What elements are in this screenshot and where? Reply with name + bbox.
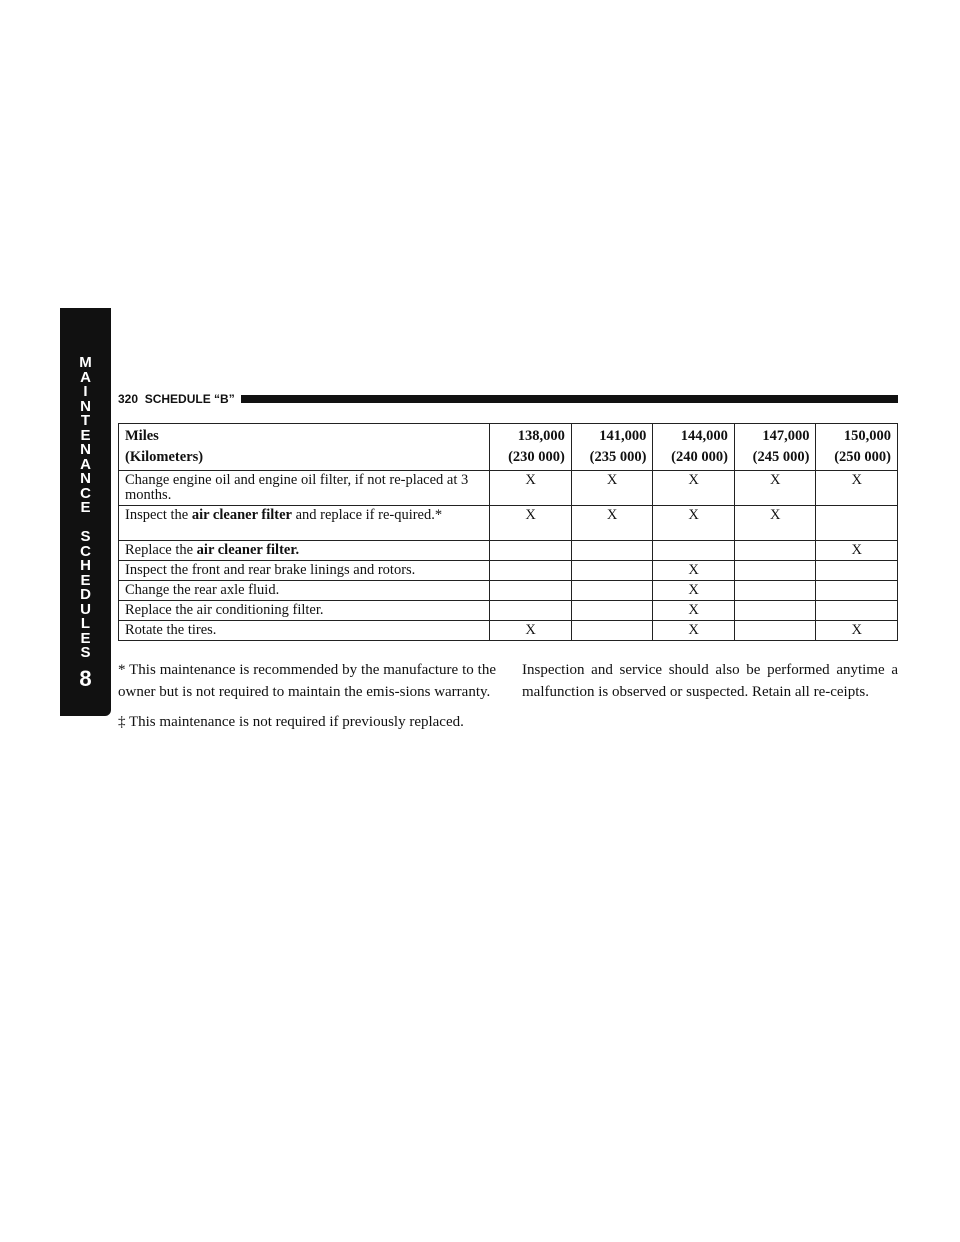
maintenance-item [119, 621, 490, 641]
page-number: 320 [118, 392, 139, 406]
table-row [119, 581, 898, 601]
schedule-mark [816, 581, 898, 601]
schedule-mark: X [653, 581, 735, 601]
table-body [119, 471, 898, 641]
interval-column-header [490, 424, 572, 471]
table-row [119, 541, 898, 561]
schedule-mark: X [490, 471, 572, 506]
schedule-mark [571, 581, 653, 601]
table-row [119, 621, 898, 641]
inspection-note-block [522, 660, 898, 703]
schedule-mark: X [816, 471, 898, 506]
maintenance-item [119, 506, 490, 541]
section-tab-letter: S [80, 644, 91, 661]
interval-km: (230 000) [508, 449, 565, 465]
schedule-mark [734, 601, 816, 621]
schedule-mark [490, 601, 572, 621]
interval-miles: 138,000 [517, 428, 565, 444]
footnotes [118, 660, 496, 743]
section-tab-letter: E [80, 629, 91, 647]
schedule-mark [816, 601, 898, 621]
table-row [119, 471, 898, 506]
interval-km: (250 000) [834, 449, 891, 465]
table-row [119, 506, 898, 541]
schedule-mark [490, 581, 572, 601]
schedule-mark [734, 561, 816, 581]
maintenance-item [119, 581, 490, 601]
section-tab-letter: N [80, 397, 91, 415]
maintenance-item-text: Inspect the [125, 507, 192, 523]
section-tab-letter: C [80, 542, 91, 560]
maintenance-item [119, 601, 490, 621]
schedule-mark [816, 506, 898, 541]
section-tab-label [60, 356, 111, 661]
interval-km: (245 000) [752, 449, 810, 465]
interval-miles: 144,000 [680, 428, 728, 444]
schedule-mark: X [734, 471, 816, 506]
schedule-mark: X [653, 561, 735, 581]
schedule-mark: X [653, 621, 735, 641]
schedule-mark [490, 561, 572, 581]
schedule-mark: X [571, 506, 653, 541]
maintenance-item [119, 471, 490, 506]
schedule-mark [734, 541, 816, 561]
schedule-mark [571, 561, 653, 581]
section-tab-letter: I [83, 383, 88, 400]
schedule-mark: X [816, 541, 898, 561]
section-tab-letter: C [80, 484, 91, 502]
table-row [119, 601, 898, 621]
schedule-mark: X [653, 471, 735, 506]
inspection-note: Inspection and service should also be performed anytime a malfunction is observed or suspected. Retain all re-ceipts. [522, 662, 898, 700]
maintenance-item-text: Change engine oil and engine oil filter, if not re-placed at 3 months. [125, 472, 469, 503]
interval-column-header [653, 424, 735, 471]
table-row [119, 561, 898, 581]
maintenance-item-emphasis: air cleaner filter. [196, 542, 300, 558]
maintenance-schedule-table [118, 423, 898, 641]
kilometers-label: (Kilometers) [125, 449, 204, 465]
interval-column-header [734, 424, 816, 471]
section-tab-letter: L [80, 615, 91, 632]
section-side-tab [60, 308, 111, 716]
maintenance-item [119, 561, 490, 581]
section-number: 8 [79, 666, 92, 691]
schedule-mark [653, 541, 735, 561]
maintenance-item-text: Inspect the front and rear brake linings and rotors. [125, 562, 416, 578]
interval-km: (240 000) [671, 449, 728, 465]
schedule-mark [571, 601, 653, 621]
section-tab-letter: A [80, 368, 91, 386]
section-tab-letter: T [80, 412, 91, 429]
maintenance-item-emphasis: air cleaner filter [191, 507, 292, 523]
schedule-mark [816, 561, 898, 581]
maintenance-item-text: Replace the air conditioning filter. [125, 602, 324, 618]
interval-miles: 150,000 [843, 428, 891, 444]
section-tab-letter: D [80, 586, 91, 603]
section-tab-letter: E [80, 571, 91, 589]
section-tab-letter: N [80, 470, 91, 487]
section-tab-letter: E [80, 426, 91, 444]
interval-miles: 141,000 [599, 428, 647, 444]
page-header-text [118, 392, 241, 406]
schedule-mark: X [490, 506, 572, 541]
schedule-mark [571, 541, 653, 561]
interval-km: (235 000) [589, 449, 647, 465]
table-header-row [119, 424, 898, 471]
interval-miles: 147,000 [762, 428, 810, 444]
page-header [118, 390, 898, 408]
section-tab-letter: M [79, 354, 92, 371]
interval-column-header [571, 424, 653, 471]
footnote-dagger: ‡ This maintenance is not required if previously replaced. [118, 714, 464, 730]
maintenance-item-text: and replace if re-quired.* [291, 507, 443, 523]
schedule-mark [734, 581, 816, 601]
page-title: SCHEDULE “B” [144, 392, 235, 406]
maintenance-item-text: Rotate the tires. [125, 622, 217, 638]
maintenance-item-text: Change the rear axle fluid. [125, 582, 280, 598]
section-tab-letter: U [80, 600, 91, 618]
section-tab-letter: E [80, 499, 91, 516]
item-column-header [119, 424, 490, 471]
schedule-mark: X [571, 471, 653, 506]
schedule-mark: X [653, 601, 735, 621]
interval-column-header [816, 424, 898, 471]
schedule-mark: X [816, 621, 898, 641]
section-tab-letter: H [80, 557, 91, 574]
section-tab-letter: N [80, 441, 91, 458]
miles-label: Miles [125, 428, 159, 444]
schedule-mark [734, 621, 816, 641]
schedule-mark [571, 621, 653, 641]
maintenance-item-text: Replace the [125, 542, 197, 558]
maintenance-item [119, 541, 490, 561]
schedule-mark: X [734, 506, 816, 541]
schedule-mark: X [490, 621, 572, 641]
footnote-star: * This maintenance is recommended by the manufacture to the owner but is not required to maintain the emis-sions warranty. [118, 662, 496, 700]
schedule-mark: X [653, 506, 735, 541]
section-tab-letter: S [80, 528, 91, 545]
header-rule [241, 395, 898, 403]
schedule-mark [490, 541, 572, 561]
section-tab-letter: A [80, 455, 91, 473]
